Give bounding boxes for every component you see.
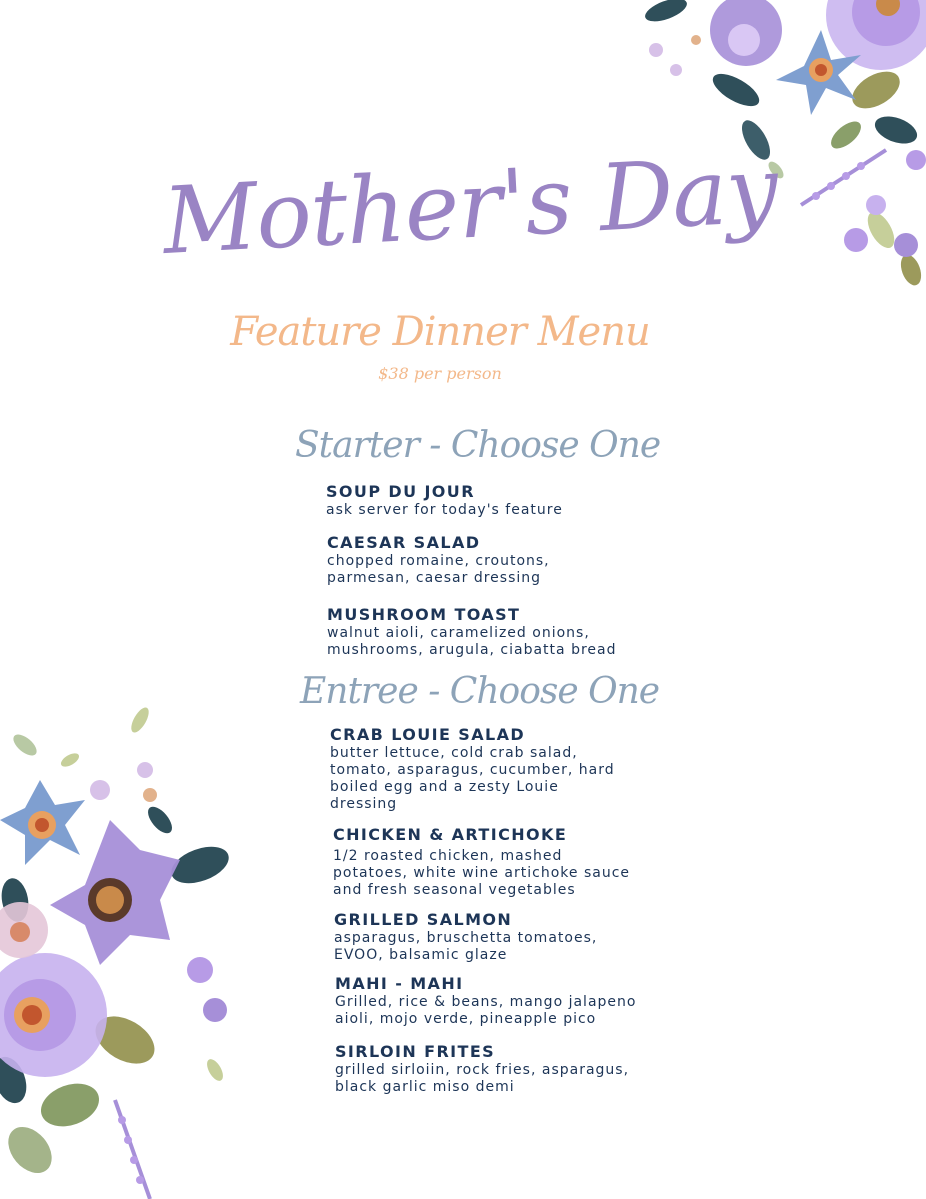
menu-item-soup-du-jour	[326, 482, 656, 519]
flower-blue-star	[0, 780, 85, 865]
menu-item-description: chopped romaine, croutons, parmesan, caesar dressing	[327, 553, 550, 586]
flower-large-lilac	[0, 953, 107, 1077]
menu-item-sirloin-frites	[335, 1042, 665, 1096]
menu-item-name: SIRLOIN FRITES	[335, 1042, 496, 1061]
menu-item-name: SOUP DU JOUR	[326, 482, 475, 501]
flower-purple	[710, 0, 782, 66]
menu-item-description: Grilled, rice & beans, mango jalapeno aioli, mojo verde, pineapple pico	[335, 994, 637, 1027]
menu-item-description: asparagus, bruschetta tomatoes, EVOO, balsamic glaze	[334, 930, 598, 963]
menu-item-description: grilled sirloiin, rock fries, asparagus, black garlic miso demi	[335, 1062, 630, 1095]
menu-title: Mother's Day	[160, 135, 780, 276]
menu-item-name: GRILLED SALMON	[334, 910, 513, 929]
menu-price: $38 per person	[378, 364, 502, 383]
menu-subtitle: Feature Dinner Menu	[230, 309, 650, 355]
menu-item-description: ask server for today's feature	[326, 502, 563, 518]
starter-section-heading: Starter - Choose One	[295, 425, 661, 466]
menu-item-description: butter lettuce, cold crab salad, tomato, asparagus, cucumber, hard boiled egg and a zesty Louie dressing	[330, 745, 615, 812]
menu-item-description: walnut aioli, caramelized onions, mushrooms, arugula, ciabatta bread	[327, 625, 617, 658]
menu-item-name: CAESAR SALAD	[327, 533, 481, 552]
lavender-sprig	[115, 1100, 150, 1199]
menu-item-crab-louie-salad	[330, 725, 660, 813]
menu-item-name: CRAB LOUIE SALAD	[330, 725, 526, 744]
menu-item-chicken-artichoke	[333, 825, 663, 899]
entree-section-heading: Entree - Choose One	[300, 671, 660, 712]
flower-pink	[0, 902, 48, 958]
floral-decoration-bottom-left	[0, 700, 240, 1199]
menu-item-name: MAHI - MAHI	[335, 974, 464, 993]
menu-item-mushroom-toast	[327, 605, 657, 659]
menu-item-name: CHICKEN & ARTICHOKE	[333, 825, 568, 844]
menu-item-name: MUSHROOM TOAST	[327, 605, 521, 624]
menu-item-caesar-salad	[327, 533, 657, 587]
menu-item-description: 1/2 roasted chicken, mashed potatoes, white wine artichoke sauce and fresh seasonal vegetables	[333, 848, 631, 898]
menu-item-mahi-mahi	[335, 974, 665, 1028]
menu-item-grilled-salmon	[334, 910, 664, 964]
